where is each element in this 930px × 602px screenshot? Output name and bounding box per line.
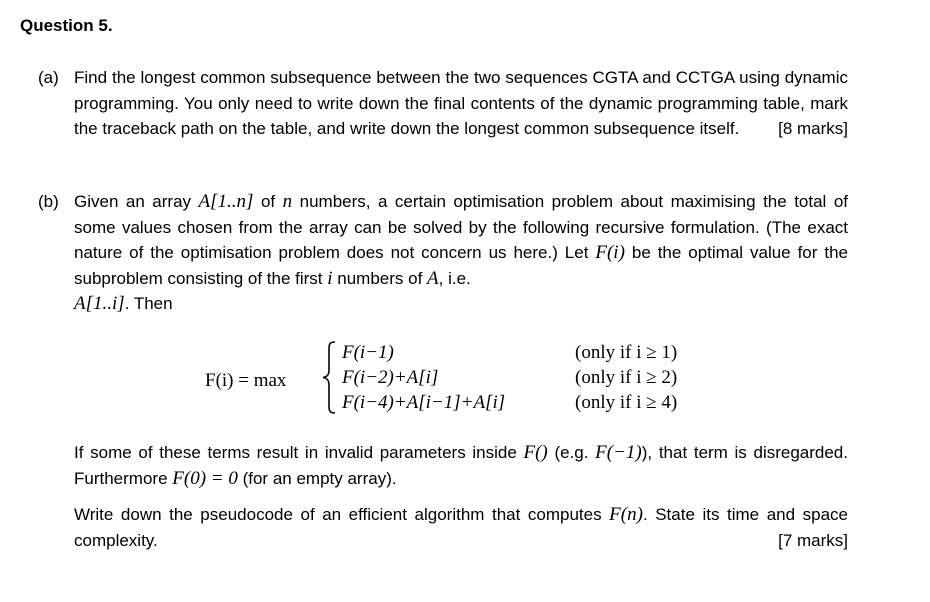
left-brace-icon (320, 340, 338, 415)
part-a-marks: [8 marks] (778, 119, 848, 138)
part-b-text: numbers, a certain optimisation problem about maximising the total of some values chosen from the array can be solved by the following recursive formulation. (The exact nature of the optimisation problem does not concern us here.) Let (74, 192, 848, 262)
part-b-text: . State its time and space complexity. (74, 505, 848, 550)
math-array-range-i: A[1..i] (74, 293, 125, 314)
part-b-text: be the optimal value for the subproblem consisting of the first (74, 243, 848, 288)
math-a: A (427, 267, 439, 289)
case-condition: (only if i ≥ 2) (575, 367, 678, 388)
part-b-marks: [7 marks] (778, 530, 848, 550)
case-condition: (only if i ≥ 1) (575, 342, 678, 363)
math-f-of-n: F(n) (609, 504, 643, 525)
part-a (38, 65, 848, 142)
part-b-text: of (260, 192, 276, 211)
math-i: i (327, 267, 333, 289)
math-f0-equals-0: F(0) = 0 (172, 467, 238, 489)
part-b-text: . Then (124, 294, 173, 313)
part-b-label: (b) (38, 192, 59, 211)
equation-brace (320, 340, 338, 421)
case-condition: (only if i ≥ 4) (575, 392, 678, 413)
case-expression: F(i−2)+A[i] (342, 367, 439, 388)
part-a-body (74, 65, 848, 142)
math-f-empty: F() (523, 442, 548, 463)
part-b-text: (for an empty array). (242, 468, 397, 488)
part-b-text: (e.g. (554, 443, 589, 462)
part-a-text: Find the longest common subsequence between the two sequences CGTA and CCTGA using dynamic programming. You only need to write down the final contents of the dynamic programming table, mark the traceback path on the table, and write down the longest common subsequence itself. (74, 68, 848, 138)
part-b-text: ), that term is disregarded. Furthermore (74, 443, 848, 488)
part-b-task (38, 502, 848, 553)
math-n: n (282, 191, 293, 212)
part-b-intro (74, 189, 848, 317)
part-b (38, 189, 848, 317)
part-b-text: If some of these terms result in invalid parameters inside (74, 443, 517, 462)
part-b-para2 (74, 440, 848, 491)
case-expression: F(i−4)+A[i−1]+A[i] (342, 392, 506, 413)
part-b-text: Given an array (74, 192, 192, 211)
equation-lhs: F(i) = max (205, 370, 287, 391)
part-b-text: Write down the pseudocode of an efficient algorithm that computes (74, 505, 602, 524)
part-b-text: numbers of (337, 268, 423, 288)
math-f-neg1: F(−1) (595, 442, 642, 463)
math-f-of-i: F(i) (595, 242, 625, 263)
part-b-text: , i.e. (438, 268, 471, 288)
case-expression: F(i−1) (342, 342, 394, 363)
math-array-range-n: A[1..n] (198, 191, 254, 212)
part-a-label: (a) (38, 68, 59, 87)
part-b-continued (38, 440, 848, 491)
question-title: Question 5. (20, 16, 113, 35)
part-b-para3 (74, 502, 848, 553)
